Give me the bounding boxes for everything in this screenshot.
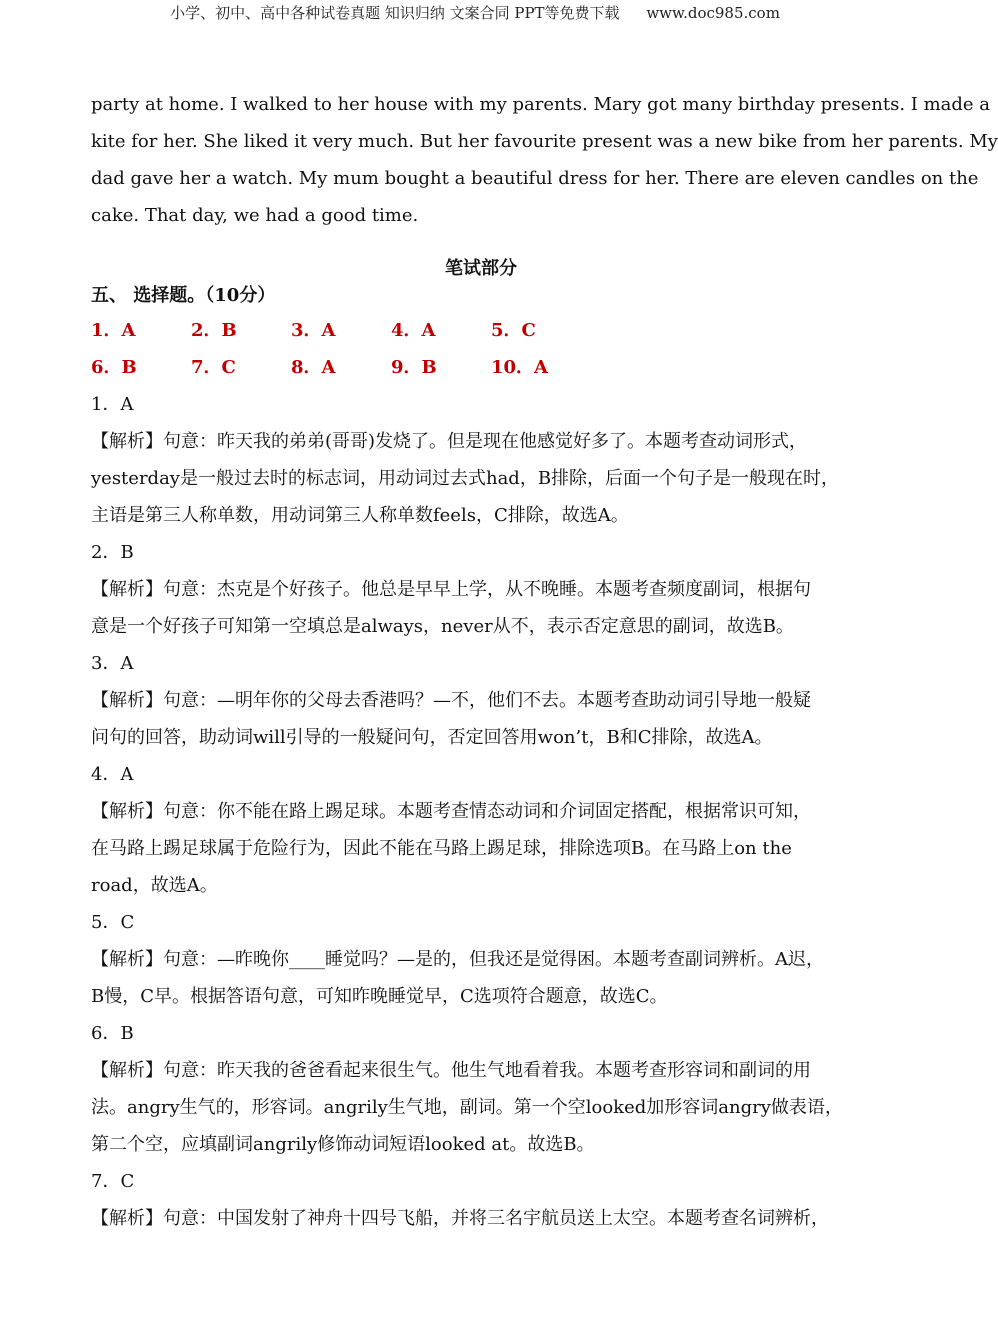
- explanation-line: 第二个空，应填副词angrily修饰动词短语looked at。故选B。: [91, 1134, 595, 1155]
- explanation-line: [91, 941, 871, 978]
- passage-line: cake. That day, we had a good time.: [91, 205, 419, 226]
- answer-key-item: 6．B: [91, 357, 137, 378]
- explanation-line: 【解析】句意：杰克是个好孩子。他总是早早上学，从不晚睡。本题考查频度副词，根据句: [91, 579, 811, 600]
- explanation-text: 【解析】句意：—昨晚你: [91, 949, 289, 970]
- explanation-line: 【解析】句意：—明年你的父母去香港吗？—不，他们不去。本题考查助动词引导地一般疑: [91, 690, 811, 711]
- header-site-link[interactable]: www.doc985.com: [646, 4, 780, 22]
- written-part-title: 笔试部分: [445, 258, 517, 279]
- explanation-line: 法。angry生气的，形容词。angrily生气地，副词。第一个空looked加形容词angry做表语，: [91, 1097, 843, 1118]
- fill-blank: ____: [289, 949, 325, 970]
- header-text: 小学、初中、高中各种试卷真题 知识归纳 文案合同 PPT等免费下载: [170, 4, 620, 22]
- explanation-line: yesterday是一般过去时的标志词，用动词过去式had，B排除，后面一个句子是一般现在时，: [91, 468, 840, 489]
- explanation-line: B慢，C早。根据答语句意，可知昨晚睡觉早，C选项符合题意，故选C。: [91, 986, 668, 1007]
- answer-key-item: 7．C: [191, 357, 236, 378]
- explanation-4: [91, 756, 871, 904]
- reading-passage: [91, 86, 998, 234]
- passage-line: party at home. I walked to her house with my parents. Mary got many birthday presents. I made a: [91, 94, 991, 115]
- answer-key-item: 4．A: [391, 320, 436, 341]
- answer-key-item: 10．A: [491, 357, 549, 378]
- explanation-6: [91, 1015, 871, 1163]
- explanation-1: [91, 386, 871, 534]
- explanation-text: 睡觉吗？—是的，但我还是觉得困。本题考查副词辨析。A迟，: [325, 949, 824, 970]
- explanation-line: 【解析】句意：昨天我的爸爸看起来很生气。他生气地看着我。本题考查形容词和副词的用: [91, 1060, 811, 1081]
- explanation-line: 意是一个好孩子可知第一空填总是always，never从不，表示否定意思的副词，故选B。: [91, 616, 794, 637]
- explanation-3: [91, 645, 871, 756]
- passage-line: kite for her. She liked it very much. But her favourite present was a new bike from her parents. My: [91, 131, 998, 152]
- answer-key-item: 1．A: [91, 320, 136, 341]
- explanation-2: [91, 534, 871, 645]
- answer-key-item: 2．B: [191, 320, 237, 341]
- explanation-line: road，故选A。: [91, 875, 218, 896]
- explanation-7: [91, 1163, 871, 1237]
- explanation-line: 在马路上踢足球属于危险行为，因此不能在马路上踢足球，排除选项B。在马路上on the: [91, 838, 792, 859]
- answer-key-row-1: [91, 312, 871, 349]
- answer-key-row-2: [91, 349, 871, 386]
- explanation-line: 主语是第三人称单数，用动词第三人称单数feels，C排除，故选A。: [91, 505, 629, 526]
- passage-line: dad gave her a watch. My mum bought a beautiful dress for her. There are eleven candles on the: [91, 168, 979, 189]
- explanation-line: 【解析】句意：中国发射了神舟十四号飞船，并将三名宇航员送上太空。本题考查名词辨析，: [91, 1208, 829, 1229]
- explanation-label: 3．A: [91, 653, 134, 674]
- explanation-5: [91, 904, 871, 1015]
- explanation-label: 2．B: [91, 542, 134, 563]
- answer-key-item: 3．A: [291, 320, 336, 341]
- answer-key-item: 9．B: [391, 357, 437, 378]
- section-5-title: 五、 选择题。（10分）: [91, 285, 276, 306]
- explanation-label: 6．B: [91, 1023, 134, 1044]
- document-body: [91, 86, 998, 1237]
- explanation-label: 7．C: [91, 1171, 135, 1192]
- explanation-label: 1．A: [91, 394, 134, 415]
- explanation-line: 【解析】句意：昨天我的弟弟(哥哥)发烧了。但是现在他感觉好多了。本题考查动词形式，: [91, 431, 808, 452]
- answer-key-item: 8．A: [291, 357, 336, 378]
- answer-key-item: 5．C: [491, 320, 536, 341]
- page-header: [0, 2, 950, 23]
- explanation-line: 问句的回答，助动词will引导的一般疑问句，否定回答用won’t，B和C排除，故选A。: [91, 727, 773, 748]
- explanation-line: 【解析】句意：你不能在路上踢足球。本题考查情态动词和介词固定搭配，根据常识可知，: [91, 801, 811, 822]
- explanation-label: 4．A: [91, 764, 134, 785]
- explanation-label: 5．C: [91, 912, 135, 933]
